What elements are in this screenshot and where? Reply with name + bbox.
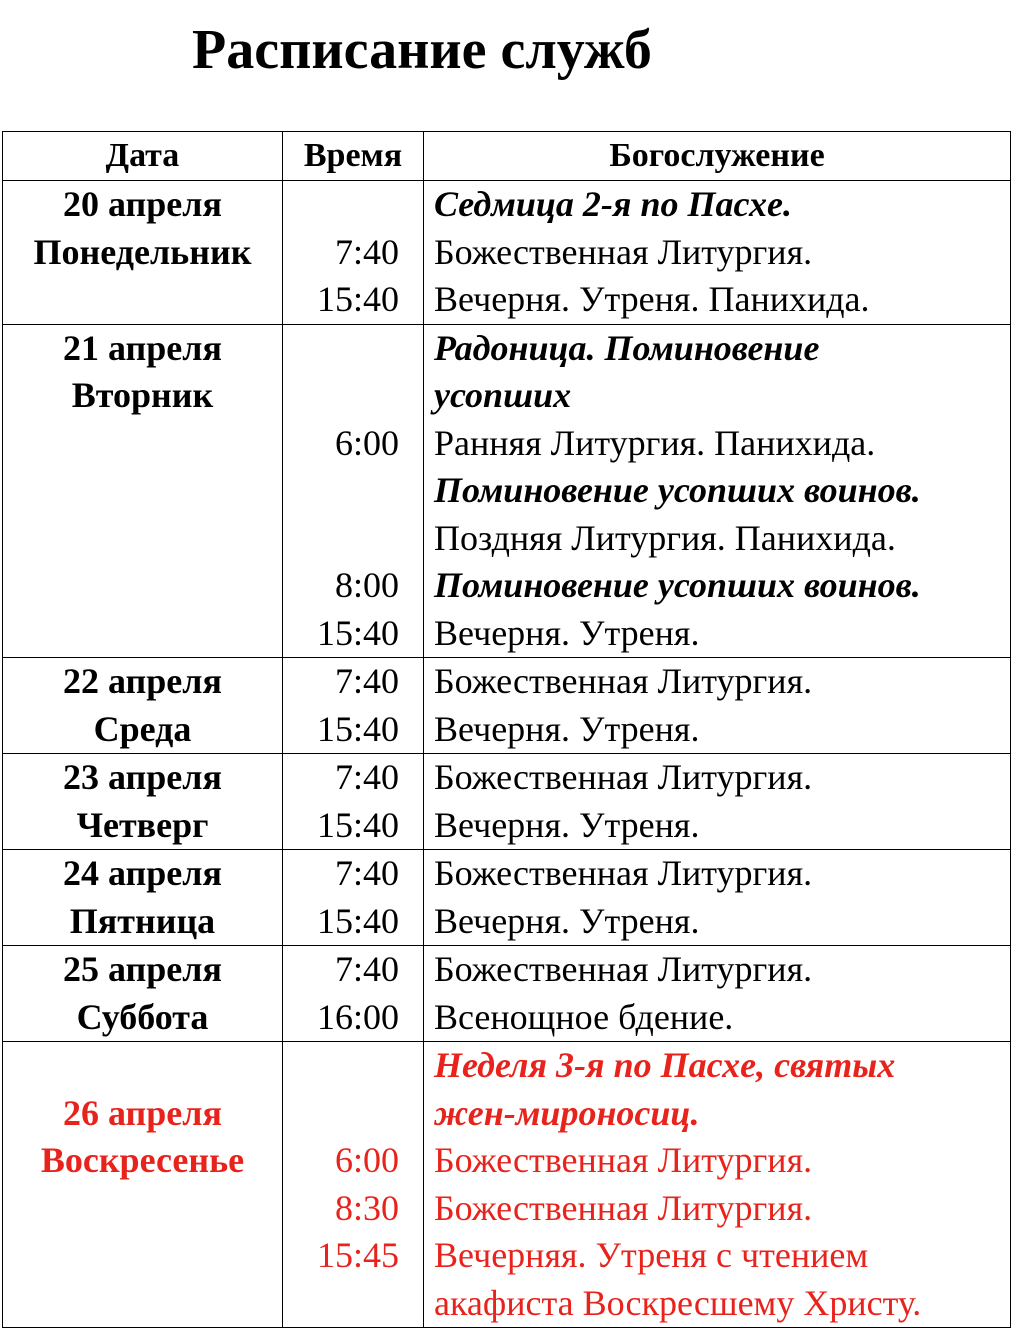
time-cell (283, 181, 424, 325)
service-time: 16:00 (316, 996, 399, 1037)
service-time (283, 467, 423, 515)
service-time: 7:40 (334, 757, 399, 797)
service-name: Вечерня. Утреня. (434, 900, 700, 941)
service-name: Вечерня. Утреня. (434, 612, 700, 653)
service-time (283, 372, 423, 420)
date-label: 25 апреля (63, 949, 222, 989)
service-name: Вечерняя. Утреня с чтением (434, 1235, 869, 1275)
service-cell (424, 181, 1011, 325)
day-cell (3, 181, 283, 325)
day-cell (3, 946, 283, 1042)
service-name: Божественная Литургия. (434, 661, 813, 701)
weekday-label: Среда (93, 708, 192, 749)
table-row (3, 850, 1011, 946)
table-header-row (3, 132, 1011, 181)
weekday-label: Суббота (76, 996, 209, 1037)
service-name: Божественная Литургия. (434, 1187, 813, 1228)
weekday-label: Четверг (76, 804, 209, 845)
table-row (3, 181, 1011, 325)
weekday-label: Пятница (69, 900, 216, 941)
service-time: 15:40 (316, 708, 399, 749)
date-label: 20 апреля (63, 184, 222, 224)
service-name: Божественная Литургия. (434, 1140, 813, 1180)
service-name: Божественная Литургия. (434, 231, 813, 272)
service-time: 8:00 (334, 565, 399, 605)
schedule-table (2, 131, 1011, 1328)
feast-title: жен-мироносиц. (434, 1092, 700, 1133)
service-name: Вечерня. Утреня. (434, 804, 700, 845)
table-row (3, 946, 1011, 1042)
service-name: Вечерня. Утреня. (434, 708, 700, 749)
service-cell (424, 324, 1011, 658)
table-row (3, 658, 1011, 754)
feast-title: Неделя 3-я по Пасхе, святых (434, 1045, 896, 1085)
service-cell (424, 754, 1011, 850)
time-cell (283, 850, 424, 946)
header-time: Время (283, 132, 424, 181)
date-label: 23 апреля (63, 757, 222, 797)
page-title: Расписание служб (192, 19, 652, 81)
table-row (3, 324, 1011, 658)
service-time: 6:00 (334, 1140, 399, 1180)
service-time: 15:40 (316, 612, 399, 653)
service-cell (424, 850, 1011, 946)
service-time: 15:40 (316, 279, 399, 319)
service-time: 15:40 (316, 804, 399, 845)
service-time (283, 1042, 423, 1090)
day-cell (3, 324, 283, 658)
service-name: Вечерня. Утреня. Панихида. (434, 279, 870, 319)
date-label: 21 апреля (63, 327, 222, 368)
table-row (3, 754, 1011, 850)
service-cell (424, 946, 1011, 1042)
spacer (3, 1042, 282, 1090)
header-service: Богослужение (424, 132, 1011, 181)
time-cell (283, 754, 424, 850)
feast-title: Поминовение усопших воинов. (434, 470, 921, 510)
service-time: 8:30 (334, 1187, 399, 1228)
service-time: 15:45 (316, 1235, 399, 1275)
feast-title: Поминовение усопших воинов. (434, 565, 921, 605)
service-name: Ранняя Литургия. Панихида. (434, 422, 876, 463)
day-cell (3, 850, 283, 946)
service-name: Божественная Литургия. (434, 949, 813, 989)
feast-title: усопших (434, 375, 572, 415)
weekday-label: Воскресенье (40, 1140, 245, 1180)
service-time: 7:40 (334, 853, 399, 893)
date-label: 22 апреля (63, 661, 222, 701)
service-time: 15:40 (316, 900, 399, 941)
service-cell (424, 658, 1011, 754)
day-cell (3, 1042, 283, 1328)
feast-title: Седмица 2-я по Пасхе. (434, 184, 792, 224)
service-name: акафиста Воскресшему Христу. (434, 1282, 922, 1323)
header-date: Дата (3, 132, 283, 181)
service-time: 6:00 (334, 422, 399, 463)
day-cell (3, 658, 283, 754)
time-cell (283, 1042, 424, 1328)
day-cell (3, 754, 283, 850)
service-cell (424, 1042, 1011, 1328)
service-time: 7:40 (334, 949, 399, 989)
service-time: 7:40 (334, 231, 399, 272)
service-time (283, 181, 423, 229)
service-time (283, 1280, 423, 1328)
weekday-label: Вторник (71, 375, 214, 415)
service-time (283, 515, 423, 563)
date-label: 24 апреля (63, 853, 222, 893)
service-name: Поздняя Литургия. Панихида. (434, 517, 896, 558)
feast-title: Радоница. Поминовение (434, 327, 820, 368)
service-name: Божественная Литургия. (434, 757, 813, 797)
date-label: 26 апреля (63, 1092, 222, 1133)
time-cell (283, 658, 424, 754)
weekday-label: Понедельник (33, 231, 252, 272)
service-time (283, 1090, 423, 1138)
service-time (283, 325, 423, 373)
service-time: 7:40 (334, 661, 399, 701)
schedule-body (3, 181, 1011, 1328)
time-cell (283, 946, 424, 1042)
service-name: Всенощное бдение. (434, 996, 734, 1037)
service-name: Божественная Литургия. (434, 853, 813, 893)
time-cell (283, 324, 424, 658)
table-row (3, 1042, 1011, 1328)
